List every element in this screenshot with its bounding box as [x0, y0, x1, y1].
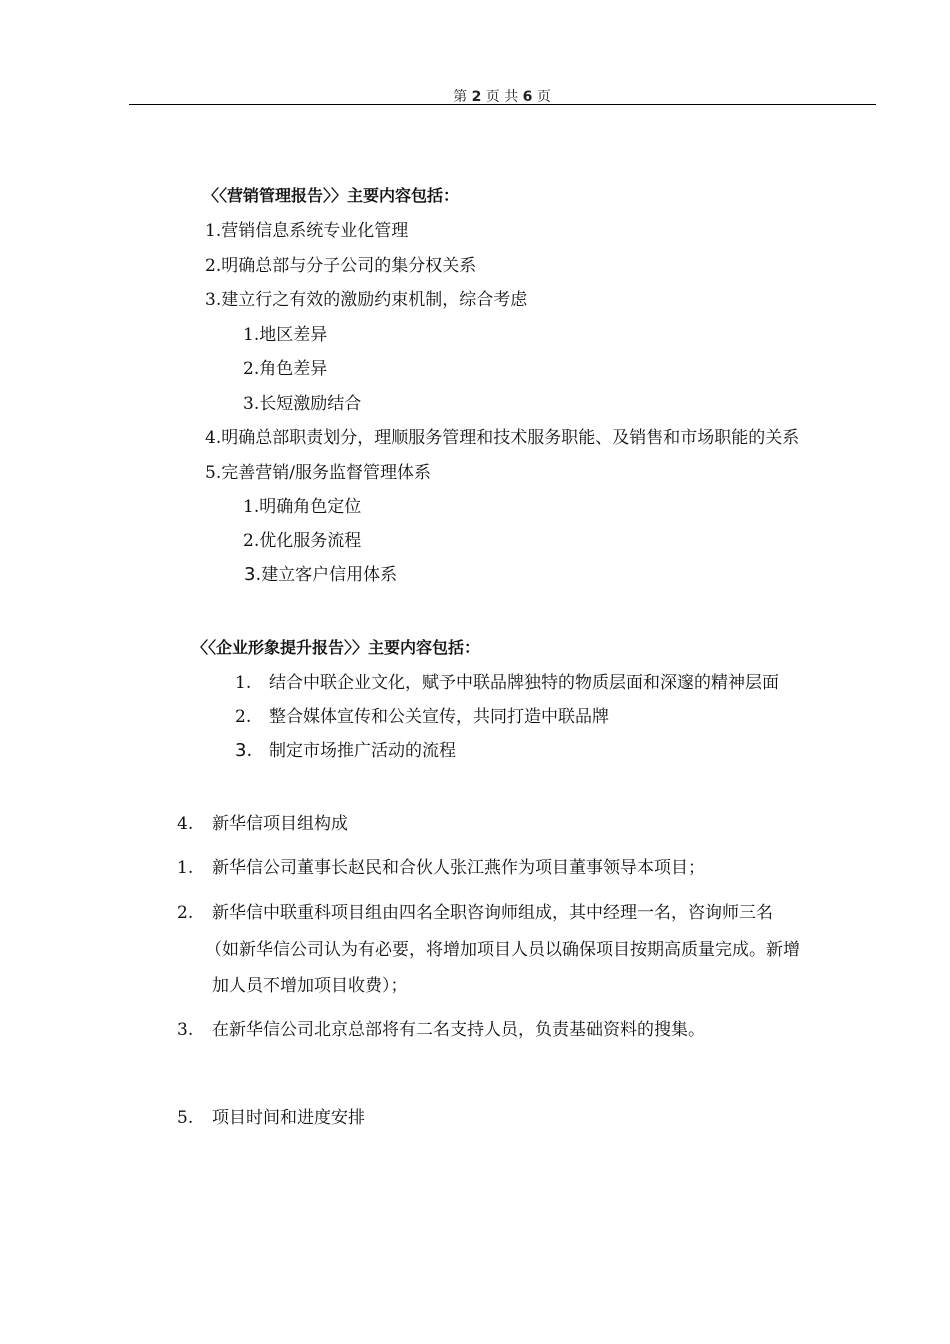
page-header	[0, 86, 950, 106]
list-item: 2. 新华信中联重科项目组由四名全职咨询师组成，其中经理一名，咨询师三名	[177, 903, 773, 923]
list-item: 1. 新华信公司董事长赵民和合伙人张江燕作为项目董事领导本项目；	[177, 858, 705, 878]
current-page-number: 2	[471, 89, 482, 105]
list-item: 1. 结合中联企业文化，赋予中联品牌独特的物质层面和深邃的精神层面	[235, 673, 779, 693]
list-item: 3.建立行之有效的激励约束机制，综合考虑	[205, 290, 528, 310]
list-item: 5.完善营销/服务监督管理体系	[205, 463, 431, 483]
total-page-number: 6	[522, 89, 533, 105]
section-5-title: 5. 项目时间和进度安排	[177, 1108, 365, 1128]
list-item: 2.角色差异	[243, 359, 328, 379]
list-item: 4.明确总部职责划分，理顺服务管理和技术服务职能、及销售和市场职能的关系	[205, 428, 800, 448]
list-item: 3.建立客户信用体系	[244, 564, 398, 585]
list-item: 1.地区差异	[243, 325, 328, 345]
list-item: 3.长短激励结合	[243, 394, 362, 414]
header-suffix: 页	[536, 89, 551, 105]
header-prefix: 第	[453, 89, 468, 105]
brand-report-heading: 〈〈企业形象提升报告〉〉主要内容包括：	[192, 638, 481, 657]
header-rule	[129, 104, 876, 105]
list-item-continuation: 加人员不增加项目收费）；	[212, 976, 408, 996]
list-item: 3. 制定市场推广活动的流程	[235, 740, 456, 761]
marketing-report-heading: 〈〈营销管理报告〉〉主要内容包括：	[203, 186, 460, 205]
list-item: 3. 在新华信公司北京总部将有二名支持人员，负责基础资料的搜集。	[177, 1020, 705, 1040]
list-item: 2.优化服务流程	[243, 531, 362, 551]
list-item-continuation: （如新华信公司认为有必要，将增加项目人员以确保项目按期高质量完成。新增	[205, 940, 800, 960]
list-item: 2. 整合媒体宣传和公关宣传，共同打造中联品牌	[235, 707, 609, 727]
header-middle: 页 共	[485, 89, 519, 105]
section-4-title: 4. 新华信项目组构成	[177, 814, 348, 834]
list-item: 2.明确总部与分子公司的集分权关系	[205, 256, 477, 276]
list-item: 1.明确角色定位	[243, 497, 362, 517]
list-item: 1.营销信息系统专业化管理	[205, 221, 409, 241]
